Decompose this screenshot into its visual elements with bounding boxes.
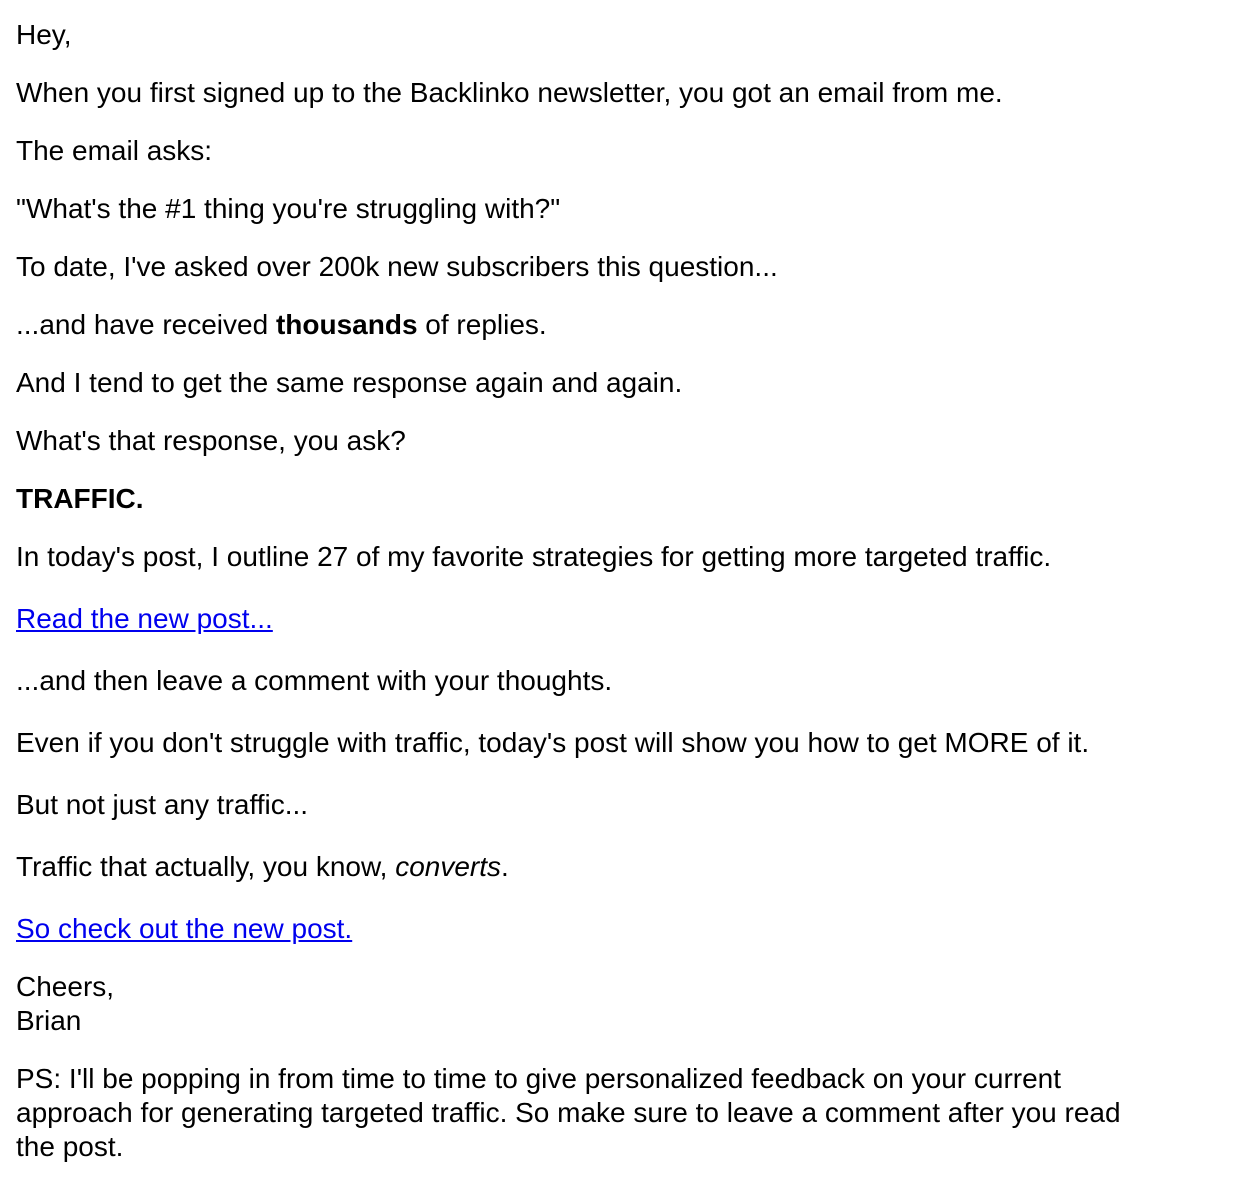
paragraph-link-check bbox=[16, 912, 352, 946]
paragraph-signup: When you first signed up to the Backlinko newsletter, you got an email from me. bbox=[16, 77, 1003, 108]
paragraph-question: "What's the #1 thing you're struggling with?" bbox=[16, 193, 561, 224]
paragraph-subscribers: To date, I've asked over 200k new subscribers this question... bbox=[16, 251, 778, 282]
paragraph-not-any-traffic: But not just any traffic... bbox=[16, 789, 309, 820]
converts-text-after: . bbox=[501, 851, 509, 882]
check-out-post-link[interactable]: So check out the new post. bbox=[16, 913, 353, 944]
paragraph-even-if: Even if you don't struggle with traffic, today's post will show you how to get MORE of it. bbox=[16, 727, 1090, 758]
paragraph-link-read bbox=[16, 602, 273, 636]
read-new-post-link[interactable]: Read the new post... bbox=[16, 603, 273, 634]
converts-text-before: Traffic that actually, you know, bbox=[16, 851, 396, 882]
paragraph-same-response: And I tend to get the same response again and again. bbox=[16, 367, 683, 398]
replies-text-after: of replies. bbox=[417, 309, 547, 340]
paragraph-converts bbox=[16, 850, 509, 884]
paragraph-leave-comment: ...and then leave a comment with your thoughts. bbox=[16, 665, 613, 696]
greeting: Hey, bbox=[16, 19, 72, 50]
paragraph-what-response: What's that response, you ask? bbox=[16, 425, 406, 456]
signoff: Cheers, bbox=[16, 971, 115, 1002]
signature: Brian bbox=[16, 1005, 82, 1036]
paragraph-todays-post: In today's post, I outline 27 of my favorite strategies for getting more targeted traffic. bbox=[16, 541, 1052, 572]
replies-text-bold: thousands bbox=[275, 309, 418, 340]
paragraph-email-asks: The email asks: bbox=[16, 135, 213, 166]
converts-text-italic: converts bbox=[395, 851, 502, 882]
replies-text-before: ...and have received bbox=[16, 309, 276, 340]
paragraph-traffic: TRAFFIC. bbox=[16, 483, 144, 514]
paragraph-replies bbox=[16, 308, 547, 342]
postscript: PS: I'll be popping in from time to time to give personalized feedback on your current approach for generating targeted traffic. So make sure to leave a comment after you read the post. bbox=[16, 1063, 1121, 1162]
